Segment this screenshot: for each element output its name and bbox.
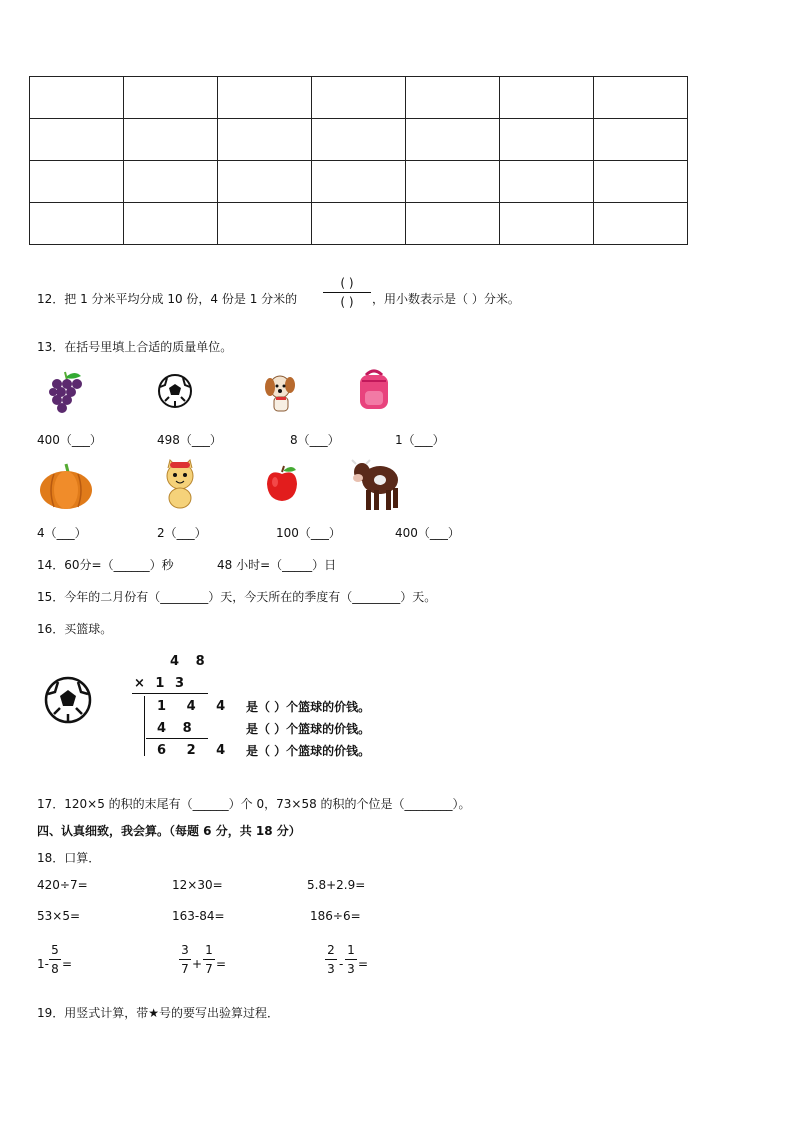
q16-answer-1[interactable]: 是（ ）个篮球的价钱。 xyxy=(246,700,371,714)
q12-fraction xyxy=(323,276,371,309)
calc-partial-1: 1 4 4 xyxy=(157,699,234,714)
q13-row2-item-3[interactable]: 100（___） xyxy=(276,526,341,540)
q13-row2-item-2[interactable]: 2（___） xyxy=(157,526,207,540)
q13-row1-item-3[interactable]: 8（___） xyxy=(290,433,340,447)
answer-grid-table xyxy=(29,76,688,245)
q18-item-5[interactable]: 163-84= xyxy=(172,909,225,923)
q18-item-4[interactable]: 53×5= xyxy=(37,909,81,923)
calc-partial-2: 4 8 xyxy=(157,721,198,736)
puppy-icon xyxy=(262,371,300,415)
q17-text: 17．120×5 的积的末尾有（______）个 0，73×58 的积的个位是（________）。 xyxy=(37,797,471,811)
q14-text-a: 14．60分=（______）秒 xyxy=(37,558,174,572)
soccer-ball-icon xyxy=(157,373,193,409)
q18-item-2[interactable]: 12×30= xyxy=(172,878,223,892)
q14-text-b: 48 小时=（_____）日 xyxy=(217,558,337,572)
q15-text: 15．今年的二月份有（________）天，今天所在的季度有（________）天。 xyxy=(37,590,437,604)
calc-bracket xyxy=(144,696,145,756)
cow-icon xyxy=(350,456,402,514)
q12-text-a: 12．把 1 分米平均分成 10 份，4 份是 1 分米的 xyxy=(37,292,298,306)
calc-multiplier: × 1 3 xyxy=(134,676,188,691)
cartoon-cat-icon xyxy=(160,458,200,510)
calc-multiplicand: 4 8 xyxy=(170,654,211,669)
calc-line-2 xyxy=(146,738,208,739)
q13-row1-item-1[interactable]: 400（___） xyxy=(37,433,102,447)
pumpkin-icon xyxy=(38,460,94,510)
q18-text: 18．口算． xyxy=(37,851,101,865)
q16-answer-3[interactable]: 是（ ）个篮球的价钱。 xyxy=(246,744,371,758)
q12-text-b: ，用小数表示是（ ）分米。 xyxy=(372,292,520,306)
q18-item-3[interactable]: 5.8+2.9= xyxy=(307,878,366,892)
q12-frac-bot[interactable]: ( ) xyxy=(340,295,354,309)
q13-row1-item-4[interactable]: 1（___） xyxy=(395,433,445,447)
calc-line-1 xyxy=(132,693,208,694)
q18-item-1[interactable]: 420÷7= xyxy=(37,878,88,892)
grapes-icon xyxy=(47,370,85,416)
calc-product: 6 2 4 xyxy=(157,743,234,758)
q18-item-6[interactable]: 186÷6= xyxy=(310,909,361,923)
q13-row1-item-2[interactable]: 498（___） xyxy=(157,433,222,447)
q13-row2-item-4[interactable]: 400（___） xyxy=(395,526,460,540)
q16-text: 16．买篮球。 xyxy=(37,622,113,636)
q12-frac-top[interactable]: ( ) xyxy=(340,276,354,290)
q13-text: 13．在括号里填上合适的质量单位。 xyxy=(37,340,233,354)
backpack-icon xyxy=(354,369,394,413)
soccer-ball-icon xyxy=(44,676,92,724)
q19-text: 19．用竖式计算，带★号的要写出验算过程． xyxy=(37,1006,280,1020)
apple-icon xyxy=(264,464,300,504)
q16-answer-2[interactable]: 是（ ）个篮球的价钱。 xyxy=(246,722,371,736)
q13-row2-item-1[interactable]: 4（___） xyxy=(37,526,87,540)
section-4-heading: 四、认真细致，我会算。（每题 6 分，共 18 分） xyxy=(37,824,301,838)
